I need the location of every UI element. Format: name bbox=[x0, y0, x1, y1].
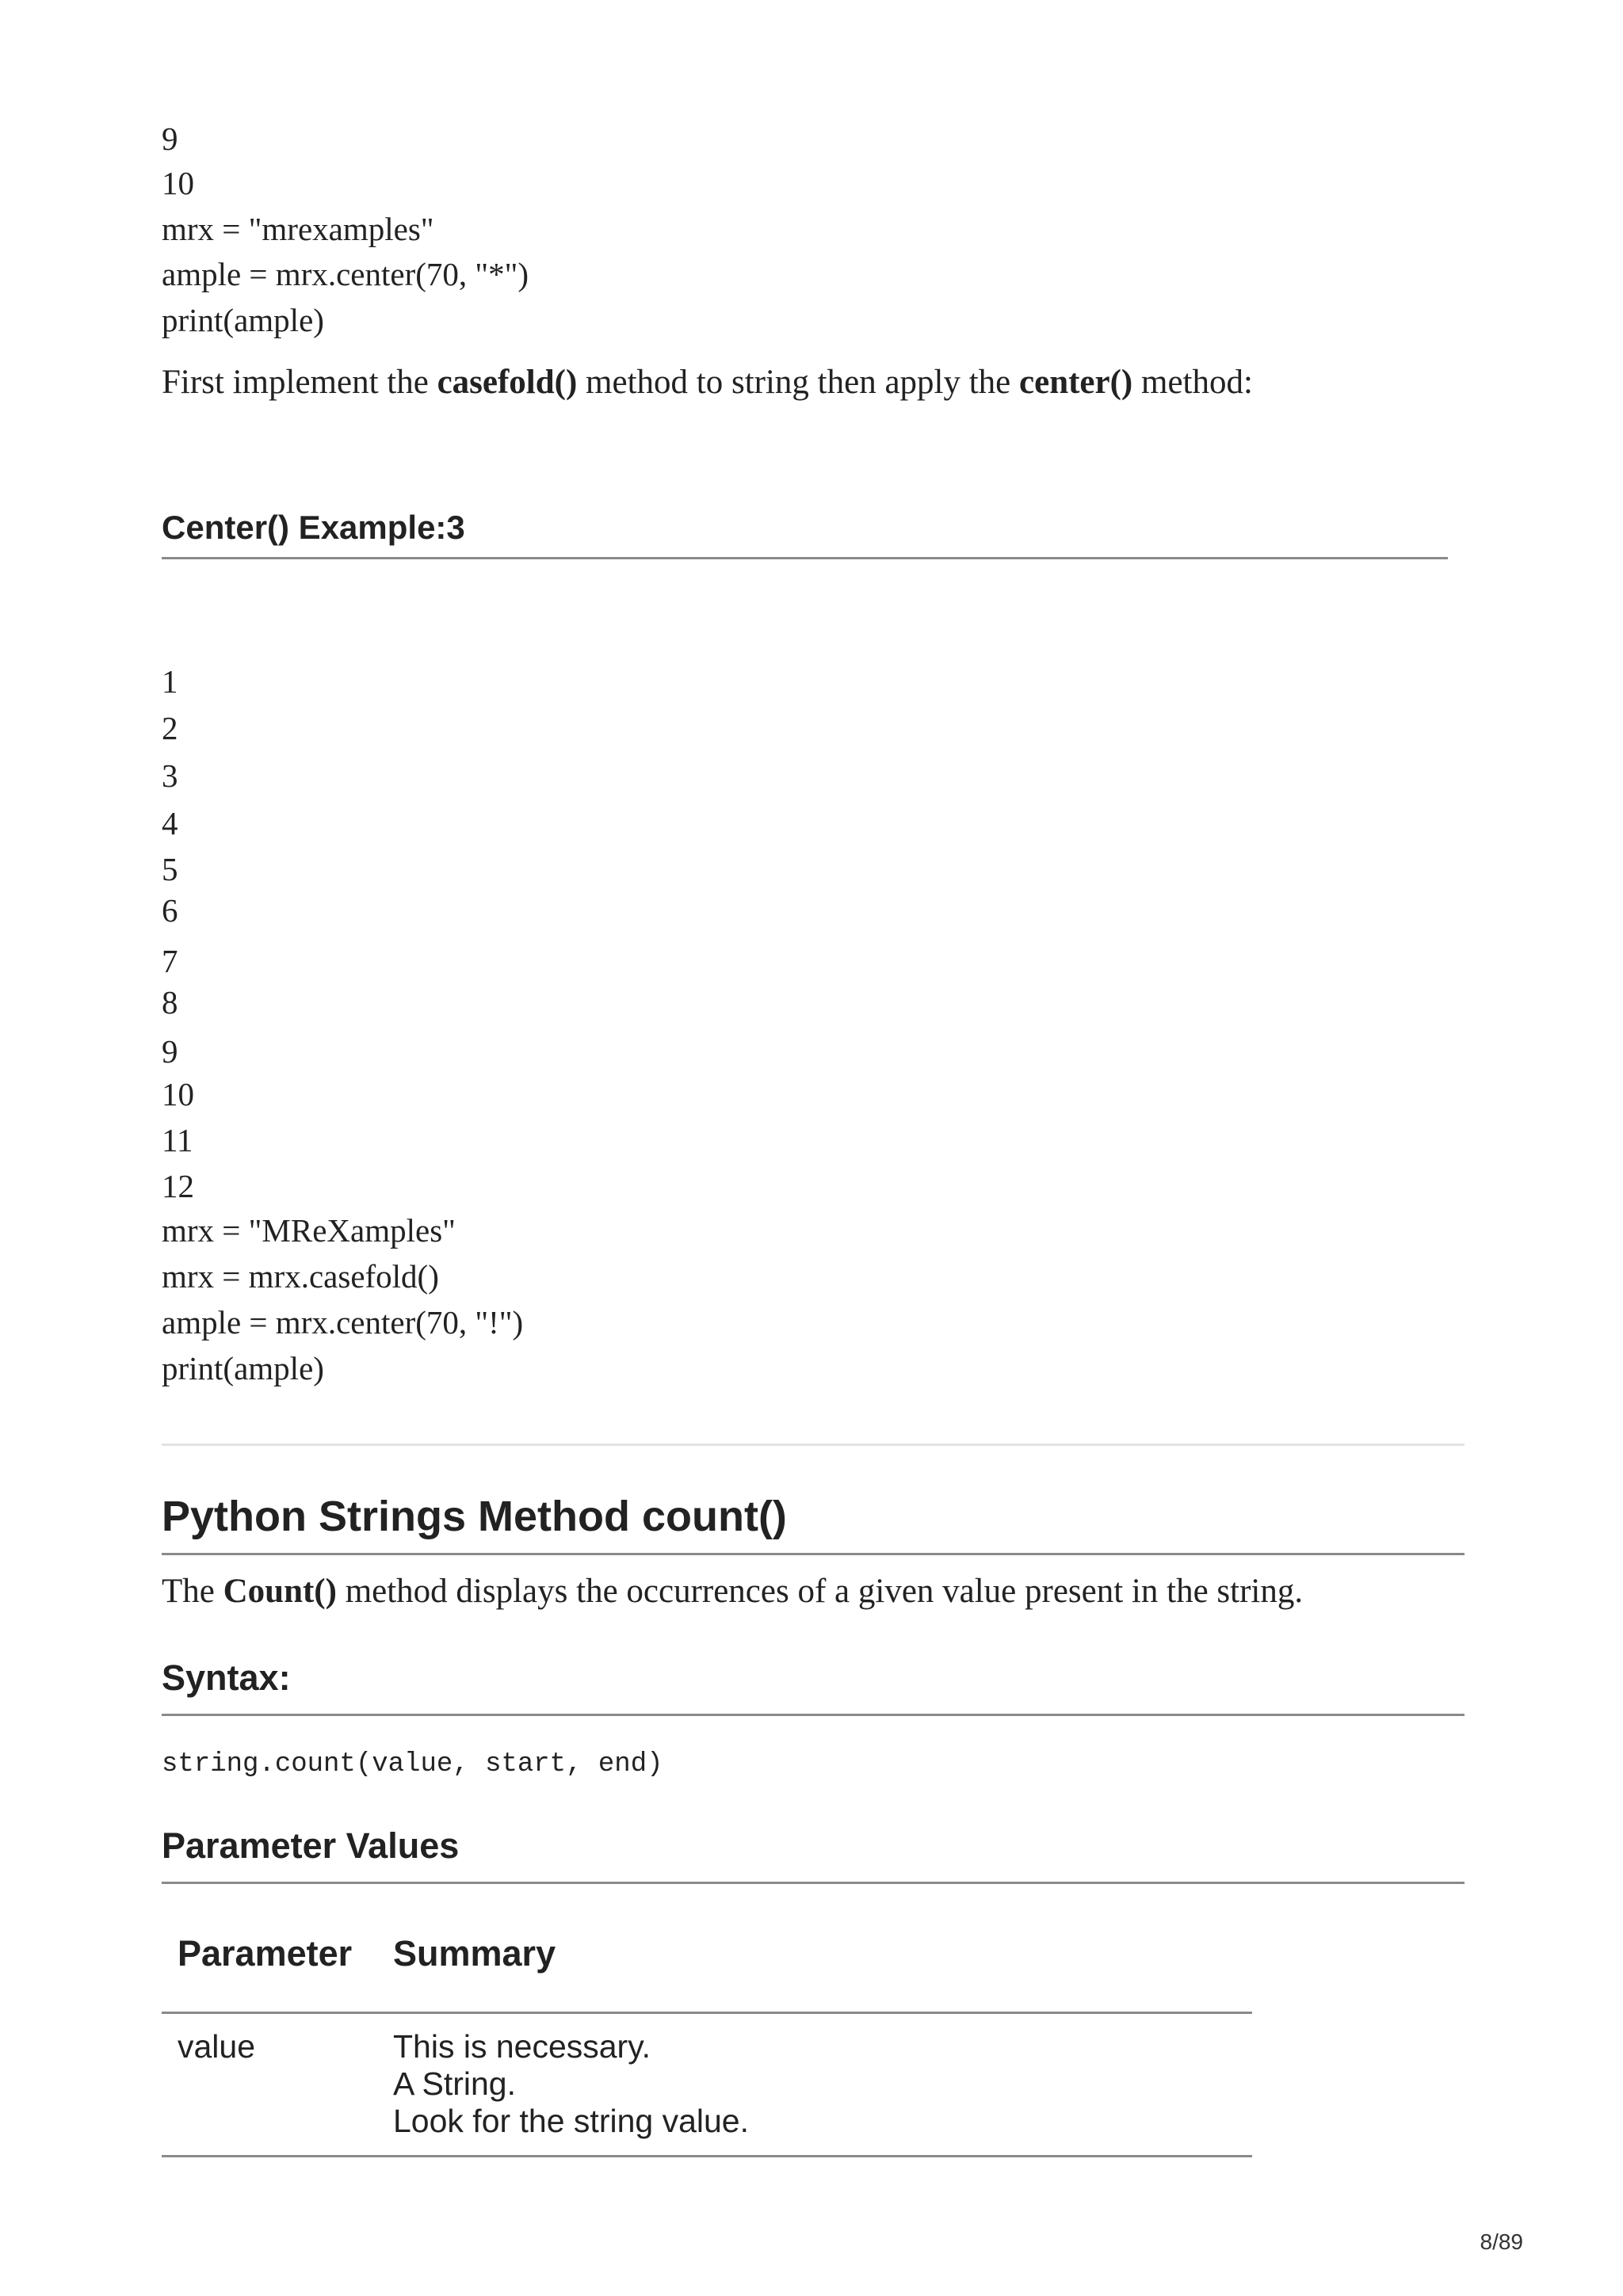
table-row-rule bbox=[162, 2155, 1252, 2157]
summary-line: A String. bbox=[393, 2065, 516, 2102]
table-cell-summary bbox=[393, 2028, 749, 2140]
summary-line: This is necessary. bbox=[393, 2028, 651, 2065]
code-line-number: 9 bbox=[162, 1033, 178, 1070]
code-line-number: 6 bbox=[162, 892, 178, 929]
code-line-number: 12 bbox=[162, 1168, 194, 1204]
section-title: Python Strings Method count() bbox=[162, 1493, 787, 1540]
code-line-number: 3 bbox=[162, 757, 178, 794]
code-line-number: 10 bbox=[162, 1076, 194, 1112]
description-text: method displays the occurrences of a given value present in the string. bbox=[336, 1573, 1304, 1610]
code-line: mrx = mrx.casefold() bbox=[162, 1258, 439, 1295]
section-title-rule bbox=[162, 1553, 1465, 1555]
code-line-number: 8 bbox=[162, 984, 178, 1020]
code-line-number: 5 bbox=[162, 851, 178, 887]
intro-text: First implement the bbox=[162, 364, 437, 401]
code-line-number: 1 bbox=[162, 663, 178, 700]
parameter-values-rule bbox=[162, 1882, 1465, 1884]
parameter-values-heading: Parameter Values bbox=[162, 1825, 460, 1866]
code-line-number: 10 bbox=[162, 165, 194, 201]
code-line-number: 2 bbox=[162, 710, 178, 746]
table-header-summary: Summary bbox=[393, 1933, 556, 1974]
intro-text: method: bbox=[1132, 364, 1253, 401]
description-paragraph bbox=[162, 1570, 1303, 1613]
code-line: print(ample) bbox=[162, 302, 324, 338]
example-heading: Center() Example:3 bbox=[162, 509, 465, 546]
section-divider bbox=[162, 1444, 1465, 1446]
summary-line: Look for the string value. bbox=[393, 2103, 749, 2139]
intro-bold-center: center() bbox=[1019, 364, 1133, 401]
code-line: mrx = "MReXamples" bbox=[162, 1212, 456, 1249]
intro-text: method to string then apply the bbox=[577, 364, 1020, 401]
code-line: mrx = "mrexamples" bbox=[162, 211, 434, 247]
table-header-parameter: Parameter bbox=[178, 1933, 353, 1974]
intro-bold-casefold: casefold() bbox=[437, 364, 578, 401]
syntax-heading-rule bbox=[162, 1714, 1465, 1716]
intro-paragraph bbox=[162, 361, 1253, 404]
description-bold-count: Count() bbox=[223, 1573, 337, 1610]
code-line-number: 9 bbox=[162, 120, 178, 157]
example-heading-rule bbox=[162, 557, 1448, 559]
code-line-number: 7 bbox=[162, 943, 178, 979]
code-line: print(ample) bbox=[162, 1350, 324, 1386]
description-text: The bbox=[162, 1573, 223, 1610]
code-line: ample = mrx.center(70, "*") bbox=[162, 256, 529, 292]
syntax-heading: Syntax: bbox=[162, 1657, 291, 1698]
syntax-code: string.count(value, start, end) bbox=[162, 1749, 663, 1779]
code-line-number: 11 bbox=[162, 1122, 193, 1158]
table-header-rule bbox=[162, 2012, 1252, 2014]
table-cell-parameter: value bbox=[178, 2028, 256, 2065]
page-number: 8/89 bbox=[1480, 2229, 1523, 2254]
code-line-number: 4 bbox=[162, 805, 178, 841]
code-line: ample = mrx.center(70, "!") bbox=[162, 1304, 524, 1341]
